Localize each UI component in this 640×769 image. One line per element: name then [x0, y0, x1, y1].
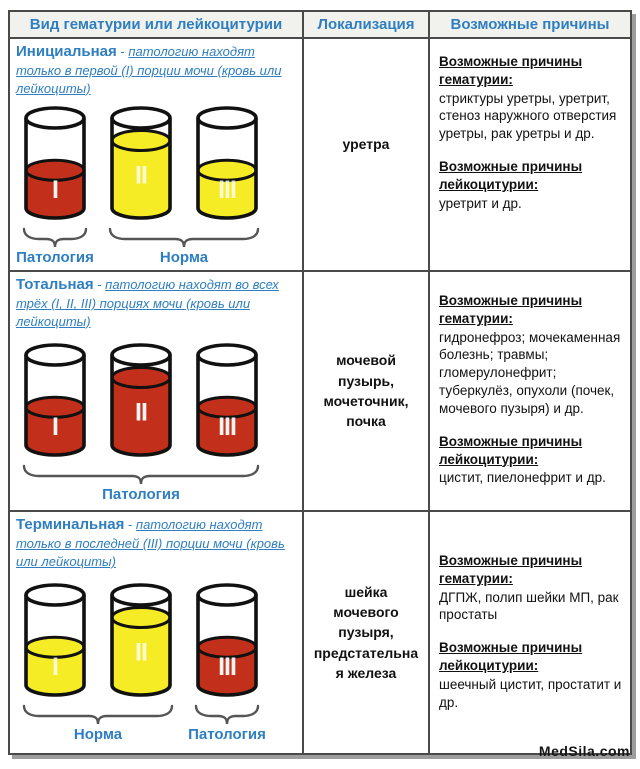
cause-block-hematuria [439, 53, 622, 143]
cause-heading: Возможные причины лейкоцитурии: [439, 433, 583, 467]
type-separator: - [93, 277, 106, 292]
brace-icon [10, 702, 302, 728]
type-separator: - [124, 517, 136, 532]
row-initial-type-cell [10, 39, 304, 272]
beaker-group [10, 582, 302, 700]
row-terminal-localization: шейка мочевого пузыря, предстательная железа [304, 512, 430, 753]
svg-text:III: III [218, 176, 236, 205]
row-total-causes [430, 272, 630, 512]
header-causes-column: Возможные причины [430, 12, 630, 39]
type-name: Тотальная [16, 276, 94, 293]
brace-label: Норма [73, 726, 123, 744]
urine-beaker-icon [108, 342, 174, 460]
svg-text:II: II [135, 638, 147, 667]
beaker-group [10, 342, 302, 460]
cause-block-hematuria [439, 552, 622, 624]
cause-block-hematuria [439, 292, 622, 418]
cause-body: стриктуры уретры, уретрит, стеноз наружного отверстия уретры, рак уретры и др. [439, 90, 617, 142]
svg-text:I: I [52, 413, 58, 442]
cause-body: цистит, пиелонефрит и др. [439, 470, 606, 486]
urine-beaker-icon [22, 105, 88, 223]
urine-beaker-icon [108, 105, 174, 223]
cause-heading: Возможные причины гематурии: [439, 293, 583, 326]
cause-heading: Возможные причины лейкоцитурии: [439, 159, 583, 192]
brace-label: Патология [188, 726, 266, 744]
row-total-localization: мочевой пузырь, мочеточник, почка [304, 272, 430, 512]
row-terminal-causes [430, 512, 630, 753]
urine-beaker-icon [108, 582, 174, 700]
cause-body: гидронефроз; мочекаменная болезнь; травмы; гломерулонефрит; туберкулёз, опухоли (почек, мочевого пузыря) и др. [439, 329, 621, 416]
row-initial-localization: уретра [304, 39, 430, 272]
type-separator: - [116, 44, 129, 59]
svg-text:III: III [218, 413, 236, 442]
cause-body: уретрит и др. [439, 195, 522, 211]
cause-heading: Возможные причины гематурии: [439, 54, 583, 87]
cause-block-leukocyturia [439, 639, 622, 711]
brace-group [10, 462, 302, 510]
svg-text:III: III [218, 653, 236, 682]
hematuria-types-table [8, 10, 632, 755]
row-total-title [10, 272, 302, 330]
header-type-column: Вид гематурии или лейкоцитурии [10, 12, 304, 39]
urine-beaker-icon [22, 582, 88, 700]
row-initial-title [10, 39, 302, 97]
row-terminal-type-cell [10, 512, 304, 753]
site-watermark: MedSila.com [538, 743, 630, 759]
urine-beaker-icon [194, 105, 260, 223]
cause-block-leukocyturia [439, 433, 622, 487]
svg-text:II: II [135, 161, 147, 190]
cause-body: ДГПЖ, полип шейки МП, рак простаты [439, 589, 619, 623]
brace-label: Патология [16, 249, 94, 267]
cause-heading: Возможные причины гематурии: [439, 553, 583, 586]
brace-group [10, 702, 302, 750]
beaker-group [10, 105, 302, 223]
svg-text:I: I [52, 176, 58, 205]
cause-block-leukocyturia [439, 158, 622, 212]
brace-label: Патология [102, 486, 180, 504]
urine-beaker-icon [194, 582, 260, 700]
cause-heading: Возможные причины лейкоцитурии: [439, 640, 583, 674]
cause-body: шеечный цистит, простатит и др. [439, 676, 622, 710]
type-name: Терминальная [16, 516, 125, 533]
brace-icon [10, 225, 302, 251]
svg-text:I: I [52, 653, 58, 682]
urine-beaker-icon [22, 342, 88, 460]
row-terminal-title [10, 512, 302, 570]
brace-label: Норма [159, 249, 209, 267]
header-localization-column: Локализация [304, 12, 430, 39]
type-name: Инициальная [16, 43, 117, 60]
type-description: патологию находят во всех трёх (I, II, III) порциях мочи (кровь или лейкоциты) [16, 277, 279, 329]
urine-beaker-icon [194, 342, 260, 460]
type-description: патологию находят только в первой (I) порции мочи (кровь или лейкоциты) [16, 44, 282, 96]
brace-icon [10, 462, 302, 488]
svg-text:II: II [135, 398, 147, 427]
row-initial-causes [430, 39, 630, 272]
brace-group [10, 225, 302, 270]
row-total-type-cell [10, 272, 304, 512]
type-description: патологию находят только в последней (III) порции мочи (кровь или лейкоциты) [16, 517, 285, 569]
